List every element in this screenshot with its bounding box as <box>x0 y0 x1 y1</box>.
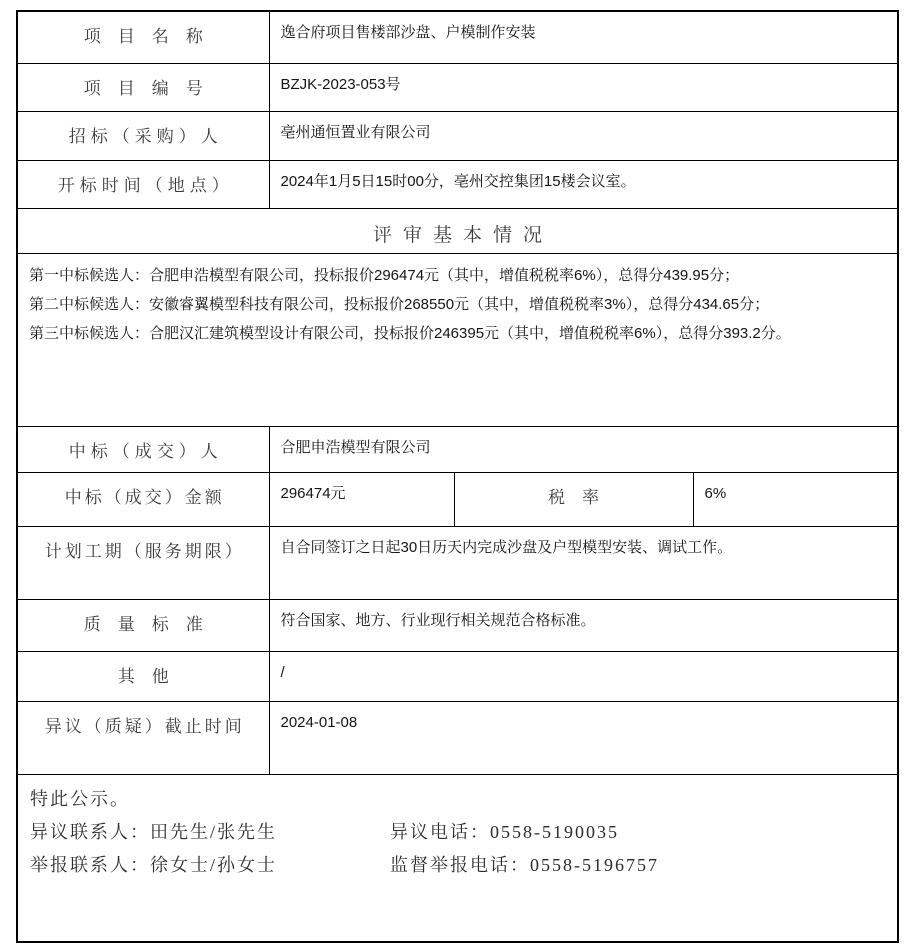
notice-text: 特此公示。 <box>30 788 130 809</box>
table-row <box>17 599 898 651</box>
objection-contact-line <box>30 816 885 849</box>
table-row <box>17 701 898 774</box>
tenderee-value: 亳州通恒置业有限公司 <box>269 111 898 160</box>
project-name-value: 逸合府项目售楼部沙盘、户模制作安装 <box>269 11 898 63</box>
report-phone: 监督举报电话：0558-5196757 <box>390 854 659 875</box>
table-row <box>17 11 898 63</box>
objection-phone: 异议电话：0558-5190035 <box>390 821 619 842</box>
objection-deadline-label: 异议（质疑）截止时间 <box>17 701 269 774</box>
table-row <box>17 651 898 701</box>
report-contact-line <box>30 849 885 882</box>
tax-rate-value: 6% <box>693 472 898 526</box>
table-row <box>17 208 898 253</box>
other-value: / <box>269 651 898 701</box>
table-row <box>17 774 898 942</box>
table-row <box>17 160 898 208</box>
candidate-line-3: 第三中标候选人：合肥汉汇建筑模型设计有限公司，投标报价246395元（其中，增值税税率6%），总得分393.2分。 <box>29 324 791 342</box>
table-row <box>17 426 898 472</box>
quality-standard-value: 符合国家、地方、行业现行相关规范合格标准。 <box>269 599 898 651</box>
review-section-header: 评审基本情况 <box>17 208 898 253</box>
tax-rate-label: 税率 <box>454 472 693 526</box>
table-row <box>17 526 898 599</box>
project-name-label: 项目名称 <box>17 11 269 63</box>
award-amount-label: 中标（成交）金额 <box>17 472 269 526</box>
quality-standard-label: 质量标准 <box>17 599 269 651</box>
report-contact: 举报联系人：徐女士/孙女士 <box>30 854 278 875</box>
other-label: 其他 <box>17 651 269 701</box>
objection-contact: 异议联系人：田先生/张先生 <box>30 821 278 842</box>
objection-deadline-value: 2024-01-08 <box>269 701 898 774</box>
table-row <box>17 472 898 526</box>
announcement-table <box>16 10 899 943</box>
winner-label: 中标（成交）人 <box>17 426 269 472</box>
table-row <box>17 111 898 160</box>
footer-notice-section <box>17 774 898 942</box>
candidate-line-1: 第一中标候选人：合肥申浩模型有限公司，投标报价296474元（其中，增值税税率6%），总得分439.95分； <box>29 266 740 284</box>
schedule-label: 计划工期（服务期限） <box>17 526 269 599</box>
award-amount-value: 296474元 <box>269 472 454 526</box>
bid-candidates-text <box>17 253 898 426</box>
candidate-line-2: 第二中标候选人：安徽睿翼模型科技有限公司，投标报价268550元（其中，增值税税率3%），总得分434.65分； <box>29 295 770 313</box>
project-number-value: BZJK-2023-053号 <box>269 63 898 111</box>
table-row <box>17 63 898 111</box>
schedule-value: 自合同签订之日起30日历天内完成沙盘及户型模型安装、调试工作。 <box>269 526 898 599</box>
bid-opening-label: 开标时间（地点） <box>17 160 269 208</box>
table-row <box>17 253 898 426</box>
tenderee-label: 招标（采购）人 <box>17 111 269 160</box>
winner-value: 合肥申浩模型有限公司 <box>269 426 898 472</box>
project-number-label: 项目编号 <box>17 63 269 111</box>
bid-opening-value: 2024年1月5日15时00分，亳州交控集团15楼会议室。 <box>269 160 898 208</box>
